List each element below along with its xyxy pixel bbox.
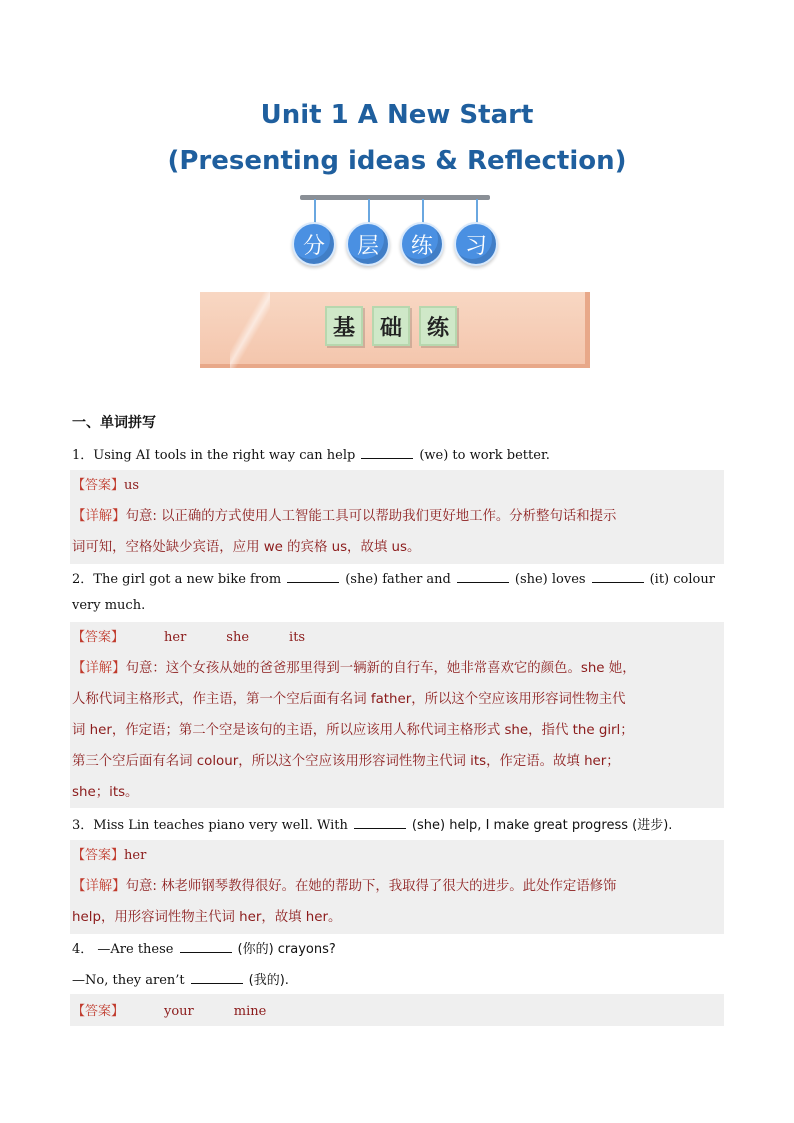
q2-line-2: very much. xyxy=(72,598,146,613)
q4-answer xyxy=(72,1000,266,1019)
detail-tag: 【详解】 xyxy=(72,879,126,894)
q3-detail-line-1 xyxy=(72,875,616,894)
q2-text-d: (it) colour xyxy=(649,572,715,587)
q4-text-a: 4． —Are these xyxy=(72,942,174,957)
question-4-reply xyxy=(72,969,289,988)
q4-text-b: (你的) crayons? xyxy=(237,942,336,957)
banner-tile-2: 础 xyxy=(372,306,410,346)
banner-tile-3: 练 xyxy=(419,306,457,346)
question-1 xyxy=(72,444,550,463)
ball-4: 习 xyxy=(454,222,498,266)
q4-text-c: —No, they aren’t xyxy=(72,973,185,988)
answer-tag: 【答案】 xyxy=(72,630,125,645)
section-title: 一、单词拼写 xyxy=(72,415,156,431)
answer-blank xyxy=(287,570,339,583)
q3-text-a: 3．Miss Lin teaches piano very well. With xyxy=(72,818,348,833)
detail-tag: 【详解】 xyxy=(72,509,126,524)
q2-answer-1: her xyxy=(164,630,187,645)
q3-detail-line-2: help，用形容词性物主代词 her，故填 her。 xyxy=(72,910,342,925)
answer-blank xyxy=(361,446,413,459)
ball-2: 层 xyxy=(346,222,390,266)
title-line-1: Unit 1 A New Start xyxy=(260,100,534,130)
answer-blank xyxy=(457,570,509,583)
q1-text-a: 1．Using AI tools in the right way can help xyxy=(72,448,356,463)
q1-detail-line-1 xyxy=(72,505,616,524)
hanging-rod xyxy=(300,195,490,200)
q2-text-b: (she) father and xyxy=(345,572,451,587)
answer-tag: 【答案】 xyxy=(72,848,125,863)
q1-answer xyxy=(72,474,139,493)
q1-detail-line-2: 词可知，空格处缺少宾语，应用 we 的宾格 us，故填 us。 xyxy=(72,540,421,555)
q4-text-d: (我的). xyxy=(248,973,289,988)
q2-detail-line-5: she；its。 xyxy=(72,785,139,800)
q2-detail-text-1: 句意：这个女孩从她的爸爸那里得到一辆新的自行车，她非常喜欢它的颜色。she 她， xyxy=(125,661,636,676)
detail-tag: 【详解】 xyxy=(72,661,126,676)
question-2 xyxy=(72,568,715,587)
q2-detail-line-2: 人称代词主格形式，作主语，第一个空后面有名词 father，所以这个空应该用形容词性物主代 xyxy=(72,692,626,707)
q2-answer-box xyxy=(70,622,724,808)
q2-text-a: 2．The girl got a new bike from xyxy=(72,572,282,587)
title-line-2: (Presenting ideas & Reflection) xyxy=(167,146,627,176)
answer-tag: 【答案】 xyxy=(72,478,125,493)
banner-highlight xyxy=(230,292,270,368)
question-4 xyxy=(72,938,336,957)
ball-3: 练 xyxy=(400,222,444,266)
answer-tag: 【答案】 xyxy=(72,1004,125,1019)
q1-detail-text-1: 句意: 以正确的方式使用人工智能工具可以帮助我们更好地工作。分析整句话和提示 xyxy=(125,509,617,524)
answer-blank xyxy=(592,570,644,583)
q1-text-b: (we) to work better. xyxy=(419,448,550,463)
q4-answer-2: mine xyxy=(233,1004,267,1019)
q1-answer-value: us xyxy=(124,478,140,493)
ball-1: 分 xyxy=(292,222,336,266)
q2-answer-2: she xyxy=(226,630,250,645)
question-3 xyxy=(72,814,672,833)
banner-tile-1: 基 xyxy=(325,306,363,346)
q2-detail-line-4: 第三个空后面有名词 colour，所以这个空应该用形容词性物主代词 its，作定语。故填 her； xyxy=(72,754,620,769)
q2-text-c: (she) loves xyxy=(514,572,586,587)
q3-answer-value: her xyxy=(124,848,147,863)
q2-answer-3: its xyxy=(289,630,306,645)
q3-detail-text-1: 句意: 林老师钢琴教得很好。在她的帮助下，我取得了很大的进步。此处作定语修饰 xyxy=(125,879,617,894)
answer-blank xyxy=(354,816,406,829)
q4-answer-1: your xyxy=(164,1004,194,1019)
q3-text-b: (she) help, I make great progress (进步). xyxy=(411,818,673,833)
q2-detail-line-1 xyxy=(72,657,636,676)
answer-blank xyxy=(180,940,232,953)
q2-detail-line-3: 词 her，作定语；第二个空是该句的主语，所以应该用人称代词主格形式 she，指代 the girl； xyxy=(72,723,634,738)
answer-blank xyxy=(191,971,243,984)
q2-answer xyxy=(72,626,305,645)
q3-answer xyxy=(72,844,146,863)
